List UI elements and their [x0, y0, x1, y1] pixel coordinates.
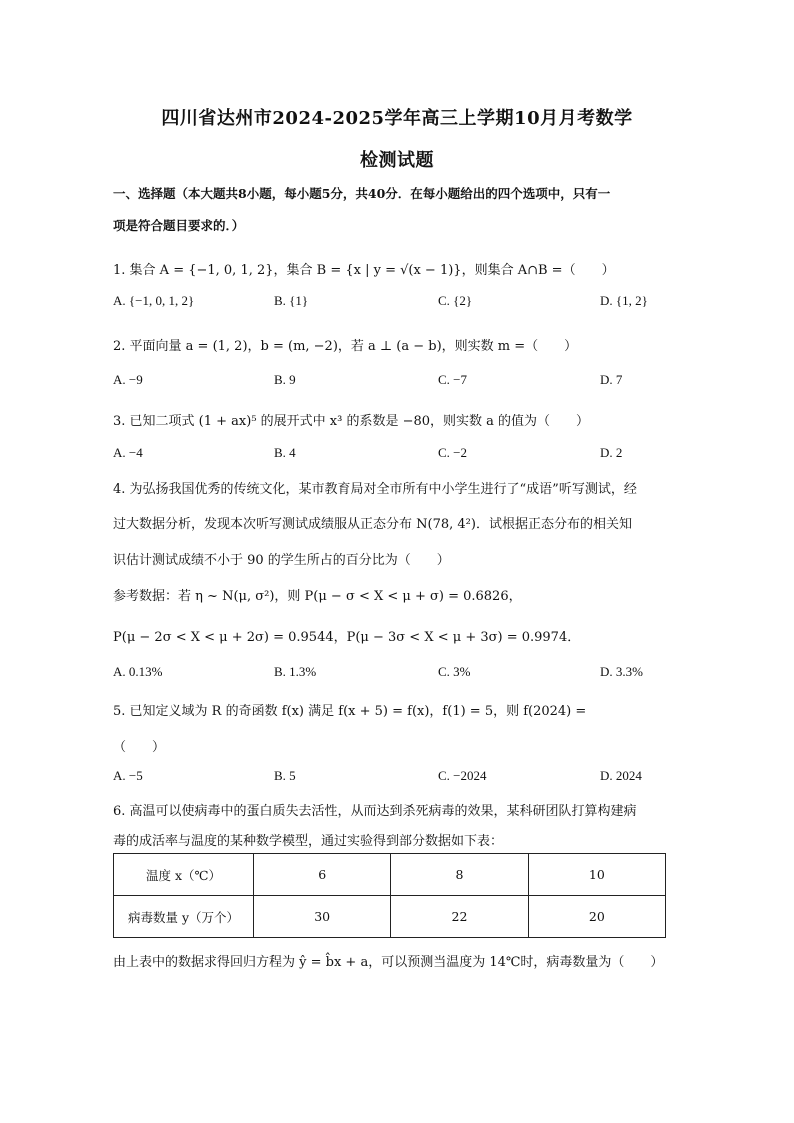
- q4-option-d: D. 3.3%: [600, 664, 643, 679]
- q5-option-d: D. 2024: [600, 768, 642, 783]
- q1-option-d: D. {1, 2}: [600, 293, 648, 308]
- question-2: 2. 平面向量 a = (1, 2)，b = (m, −2)，若 a ⊥ (a − b)，则实数 m =（ ）: [113, 339, 578, 354]
- table-row: [114, 854, 666, 896]
- question-4-line3: 识估计测试成绩不小于 90 的学生所占的百分比为（ ）: [113, 553, 450, 568]
- table-header-cell: 温度 x（℃）: [114, 854, 254, 896]
- question-4-line2: 过大数据分析，发现本次听写测试成绩服从正态分布 N(78, 4²)．试根据正态分布的相关知: [113, 517, 632, 532]
- table-row: [114, 896, 666, 938]
- q1-option-c: C. {2}: [438, 293, 473, 308]
- question-5-line1: 5. 已知定义域为 R 的奇函数 f(x) 满足 f(x + 5) = f(x)，f(1) = 5，则 f(2024) =: [113, 704, 587, 719]
- question-4-reference-line2: P(μ − 2σ < X < μ + 2σ) = 0.9544，P(μ − 3σ < X < μ + 3σ) = 0.9974．: [113, 630, 581, 645]
- question-3: 3. 已知二项式 (1 + ax)⁵ 的展开式中 x³ 的系数是 −80，则实数 a 的值为（ ）: [113, 414, 590, 429]
- question-6-line1: 6. 高温可以使病毒中的蛋白质失去活性，从而达到杀死病毒的效果，某科研团队打算构建病: [113, 804, 637, 819]
- section-heading-line1: 一、选择题（本大题共8小题，每小题5分，共40分．在每小题给出的四个选项中，只有一: [113, 186, 611, 201]
- question-6-line3: 由上表中的数据求得回归方程为 ŷ = b̂x + a，可以预测当温度为 14℃时，病毒数量为（ ）: [113, 955, 664, 970]
- q5-option-a: A. −5: [113, 768, 143, 783]
- table-header-cell: 病毒数量 y（万个）: [114, 896, 254, 938]
- q3-option-c: C. −2: [438, 445, 468, 460]
- q4-option-b: B. 1.3%: [274, 664, 317, 679]
- table-cell: 22: [391, 896, 528, 938]
- question-5-line2: （ ）: [113, 740, 166, 755]
- data-table: [113, 853, 666, 938]
- table-cell: 6: [254, 854, 391, 896]
- question-1: 1. 集合 A = {−1, 0, 1, 2}，集合 B = {x | y = √(x − 1)}，则集合 A∩B =（ ）: [113, 263, 615, 278]
- q2-option-b: B. 9: [274, 372, 296, 387]
- q2-option-d: D. 7: [600, 372, 623, 387]
- table-cell: 30: [254, 896, 391, 938]
- table-cell: 8: [391, 854, 528, 896]
- q5-option-c: C. −2024: [438, 768, 487, 783]
- section-heading-line2: 项是符合题目要求的．）: [113, 218, 245, 233]
- q3-option-b: B. 4: [274, 445, 296, 460]
- question-6-line2: 毒的成活率与温度的某种数学模型，通过实验得到部分数据如下表：: [113, 834, 504, 849]
- exam-title-line1: 四川省达州市2024-2025学年高三上学期10月月考数学: [161, 108, 633, 129]
- q1-option-b: B. {1}: [274, 293, 309, 308]
- q3-option-d: D. 2: [600, 445, 623, 460]
- q1-option-a: A. {−1, 0, 1, 2}: [113, 293, 195, 308]
- question-4-line1: 4. 为弘扬我国优秀的传统文化，某市教育局对全市所有中小学生进行了“成语”听写测试，经: [113, 482, 637, 497]
- table-cell: 10: [528, 854, 665, 896]
- table-cell: 20: [528, 896, 665, 938]
- q2-option-a: A. −9: [113, 372, 143, 387]
- q4-option-a: A. 0.13%: [113, 664, 163, 679]
- question-4-reference-line1: 参考数据：若 η ~ N(μ, σ²)，则 P(μ − σ < X < μ + σ) = 0.6826，: [113, 589, 522, 604]
- q4-option-c: C. 3%: [438, 664, 471, 679]
- q5-option-b: B. 5: [274, 768, 296, 783]
- exam-title-line2: 检测试题: [360, 150, 434, 171]
- q3-option-a: A. −4: [113, 445, 143, 460]
- q2-option-c: C. −7: [438, 372, 468, 387]
